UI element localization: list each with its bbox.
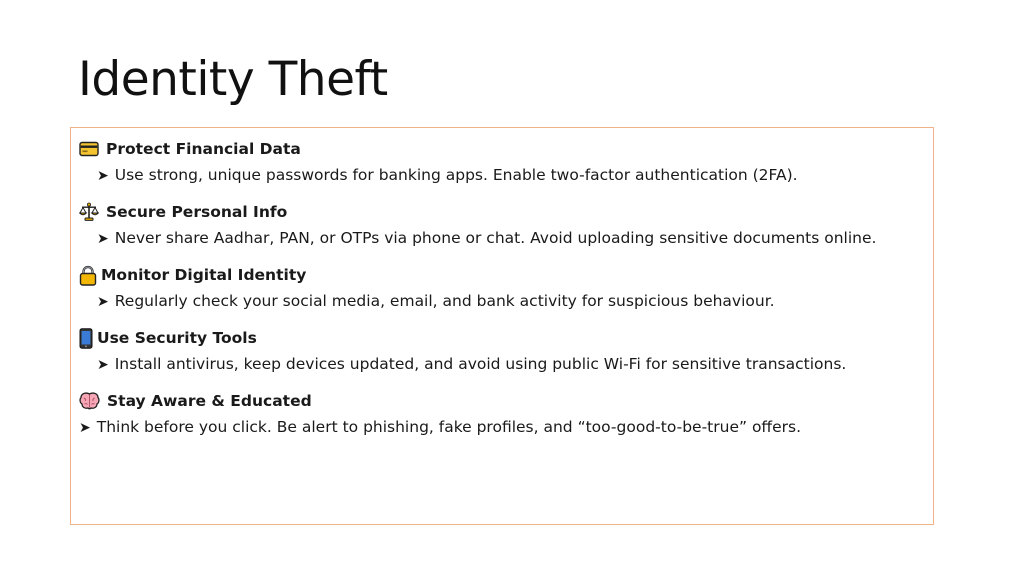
- arrow-icon: ➤: [97, 168, 109, 184]
- tip-monitor-digital-identity: [79, 265, 933, 317]
- tip-body: Think before you click. Be alert to phishing, fake profiles, and “too-good-to-be-true” offers.: [96, 418, 802, 436]
- tip-use-security-tools: [79, 328, 933, 380]
- credit-card-icon: [79, 141, 99, 157]
- tip-secure-personal-info: [79, 202, 933, 254]
- tip-body: Regularly check your social media, email, and bank activity for suspicious behaviour.: [114, 292, 775, 310]
- tip-heading: Secure Personal Info: [106, 203, 288, 221]
- arrow-icon: ➤: [97, 357, 109, 373]
- tip-heading: Use Security Tools: [97, 329, 257, 347]
- tip-body: Install antivirus, keep devices updated, and avoid using public Wi-Fi for sensitive transactions.: [114, 355, 847, 373]
- tips-box: [70, 127, 934, 525]
- tip-heading: Monitor Digital Identity: [101, 266, 307, 284]
- slide-title: Identity Theft: [78, 52, 388, 107]
- arrow-icon: ➤: [97, 294, 109, 310]
- arrow-icon: ➤: [79, 420, 91, 436]
- scales-icon: [79, 202, 99, 222]
- lock-icon: [79, 265, 97, 286]
- tip-protect-financial-data: [79, 139, 933, 191]
- tip-heading: Protect Financial Data: [106, 140, 301, 158]
- arrow-icon: ➤: [97, 231, 109, 247]
- tip-heading: Stay Aware & Educated: [107, 392, 312, 410]
- tip-stay-aware-educated: [79, 391, 933, 443]
- tip-body: Never share Aadhar, PAN, or OTPs via phone or chat. Avoid uploading sensitive documents online.: [114, 229, 877, 247]
- brain-icon: [79, 392, 100, 410]
- mobile-phone-icon: [79, 328, 93, 349]
- tip-body: Use strong, unique passwords for banking apps. Enable two-factor authentication (2FA).: [114, 166, 798, 184]
